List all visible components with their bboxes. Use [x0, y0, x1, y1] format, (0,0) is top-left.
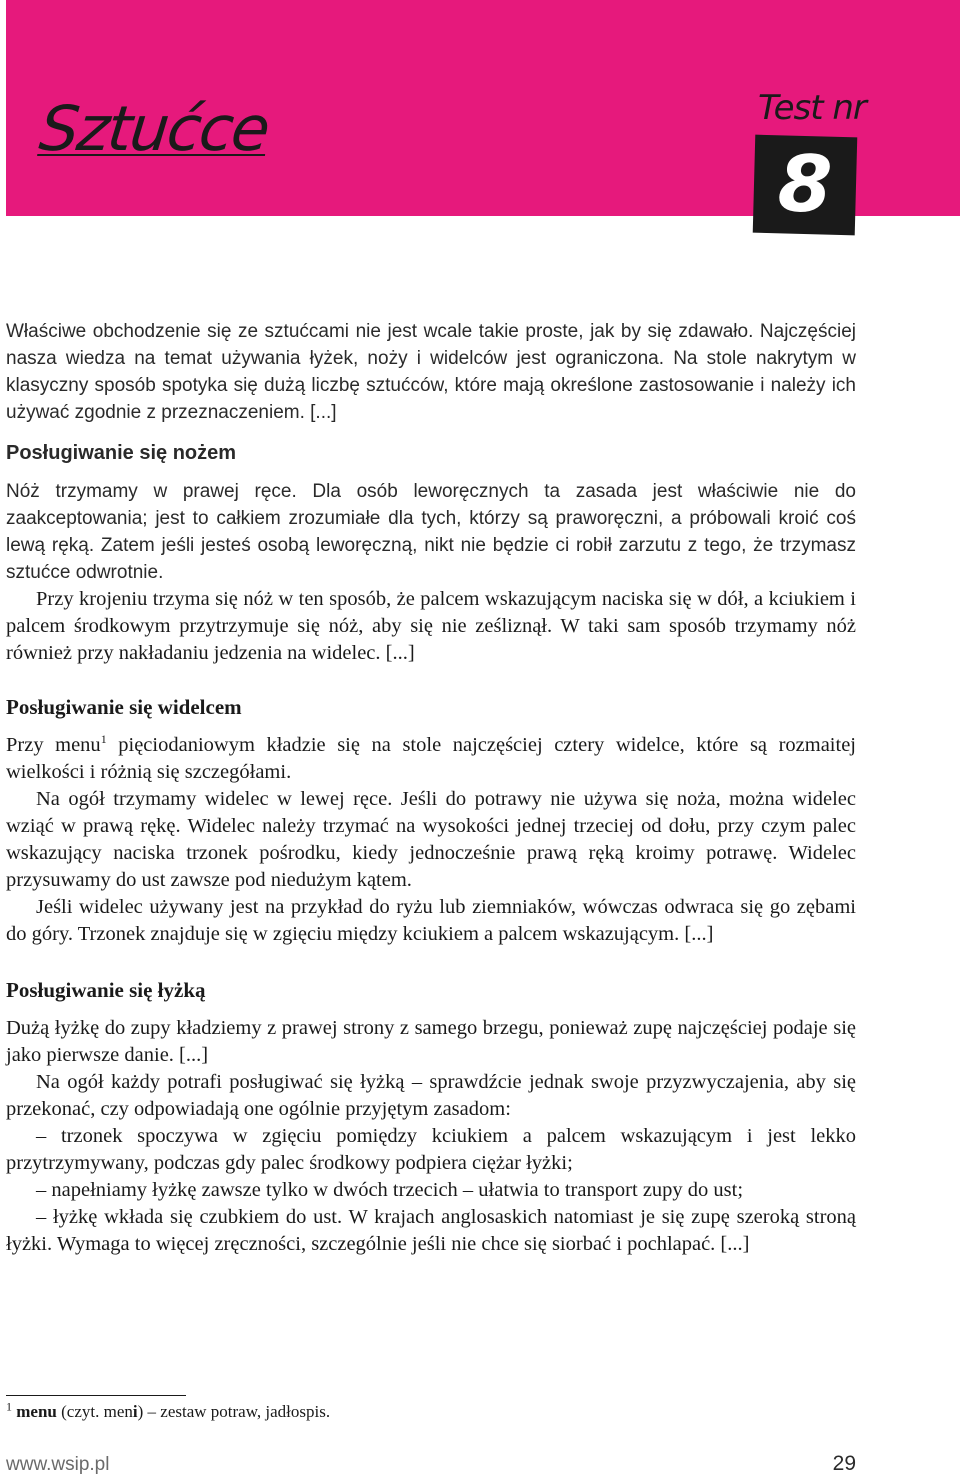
knife-paragraph-2: Przy krojeniu trzyma się nóż w ten sposób, że palcem wskazującym naciska się w dół, a kciukiem i palcem środkowym przytrzymuje się nóż, aby się nie ześliznął. W taki sam sposób trzymamy nóż również przy nakładaniu jedzenia na widelec. [...]: [6, 588, 856, 664]
spoon-paragraph-2: Na ogół każdy potrafi posługiwać się łyżką – sprawdźcie jednak swoje przyzwyczajenia, aby się przekonać, czy odpowiadają one ogólnie przyjętym zasadom:: [6, 1071, 856, 1120]
section-heading-spoon: Posługiwanie się łyżką: [6, 978, 206, 1002]
fork-paragraph-1-rest: pięciodaniowym kładzie się na stole najczęściej cztery widelce, które są rozmaitej wielkości i różnią się szczegółami.: [6, 734, 856, 783]
spoon-paragraph-1: Dużą łyżkę do zupy kładziemy z prawej strony z samego brzegu, ponieważ zupę najczęściej podaje się jako pierwsze danie. [...]: [6, 1017, 856, 1066]
test-label: Test nr: [758, 88, 866, 128]
footnote-definition: ) – zestaw potraw, jadłospis.: [137, 1402, 331, 1421]
footnote: [6, 1399, 331, 1422]
fork-paragraph-3: Jeśli widelec używany jest na przykład do ryżu lub ziemniaków, wówczas odwraca się go zębami do góry. Trzonek znajduje się w zgięciu między kciukiem a palcem wskazującym. [...]: [6, 896, 856, 945]
page-number: 29: [832, 1452, 856, 1475]
footnote-pron: (czyt. men: [56, 1402, 133, 1421]
footnote-ref: 1: [100, 732, 107, 747]
knife-paragraph-1: Nóż trzymamy w prawej ręce. Dla osób leworęcznych ta zasada jest właściwie nie do zaakceptowania; jest to całkiem zrozumiałe dla tych, którzy są praworęczni, a próbowali kroić coś lewą ręką. Zatem jeśli jesteś osobą leworęczną, nikt nie będzie ci robił zarzutu z tego, że trzymasz sztućce odwrotnie.: [6, 481, 856, 583]
footnote-term: menu: [16, 1402, 57, 1421]
test-number: 8: [776, 139, 834, 231]
page-title: Sztućce: [36, 92, 272, 165]
fork-paragraph-1: [6, 732, 856, 786]
intro-paragraph: Właściwe obchodzenie się ze sztućcami nie jest wcale takie proste, jak by się zdawało. Najczęściej nasza wiedza na temat używania łyżek, noży i widelców jest ograniczona. Na stole nakrytym w klasyczny sposób spotyka się dużą liczbę sztućców, które mają określone zastosowanie i należy ich używać zgodnie z przeznaczeniem. [...]: [6, 321, 856, 423]
test-number-box: [753, 135, 858, 236]
section-heading-fork: Posługiwanie się widelcem: [6, 695, 242, 719]
publisher-website: www.wsip.pl: [6, 1454, 110, 1475]
section-heading-knife: Posługiwanie się nożem: [6, 442, 237, 464]
spoon-list-item: – trzonek spoczywa w zgięciu pomiędzy kciukiem a palcem wskazującym i jest lekko przytrzymywany, podczas gdy palec środkowy podpiera ciężar łyżki;: [6, 1125, 856, 1174]
footnote-pron-bold: i: [132, 1402, 138, 1421]
fork-paragraph-1-start: Przy menu: [6, 734, 101, 756]
spoon-list-item: – napełniamy łyżkę zawsze tylko w dwóch trzecich – ułatwia to transport zupy do ust;: [36, 1179, 744, 1201]
spoon-list-item: – łyżkę wkłada się czubkiem do ust. W krajach anglosaskich natomiast je się zupę szeroką stroną łyżki. Wymaga to więcej zręczności, szczególnie jeśli nie chce się siorbać i pochlapać. [...]: [6, 1206, 856, 1255]
footnote-number: 1: [6, 1399, 12, 1414]
article-content: [6, 318, 856, 1258]
footnote-divider: [6, 1395, 186, 1396]
fork-paragraph-2: Na ogół trzymamy widelec w lewej ręce. Jeśli do potrawy nie używa się noża, można widelec wziąć w prawą rękę. Widelec należy trzymać na wysokości jednej trzeciej od dołu, przy czym palec wskazujący naciska trzonek pośrodku, kiedy jednocześnie prawą ręką kroimy potrawę. Widelec przysuwamy do ust zawsze pod niedużym kątem.: [6, 788, 856, 891]
